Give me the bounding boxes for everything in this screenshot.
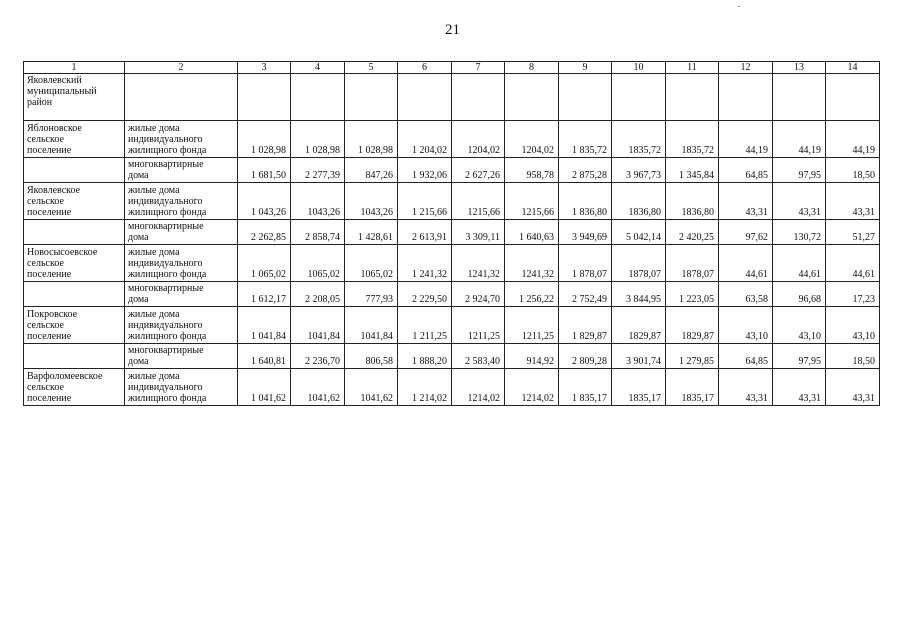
settlement-name: Новосысоевское сельское поселение [24, 245, 125, 282]
value-cell: 1 043,26 [238, 183, 291, 220]
tariff-table [23, 61, 880, 406]
column-number-row [24, 62, 880, 74]
value-cell: 1 028,98 [345, 121, 398, 158]
value-cell: 1878,07 [666, 245, 719, 282]
table-body [24, 62, 880, 406]
value-cell: 1 612,17 [238, 282, 291, 307]
value-cell: 1043,26 [345, 183, 398, 220]
housing-type: жилые дома индивидуального жилищного фонда [125, 183, 238, 220]
value-cell: 18,50 [826, 344, 880, 369]
value-cell: 1835,17 [612, 369, 666, 406]
table-row [24, 307, 880, 344]
column-number: 8 [505, 62, 559, 74]
value-cell: 1 279,85 [666, 344, 719, 369]
value-cell: 1041,62 [345, 369, 398, 406]
value-cell: 1835,17 [666, 369, 719, 406]
value-cell: 96,68 [773, 282, 826, 307]
value-cell: 1204,02 [505, 121, 559, 158]
housing-type: жилые дома индивидуального жилищного фонда [125, 307, 238, 344]
value-cell: 1 829,87 [559, 307, 612, 344]
column-number: 6 [398, 62, 452, 74]
value-cell: 1 041,62 [238, 369, 291, 406]
value-cell: 64,85 [719, 344, 773, 369]
district-name: Яковлевский муниципальный район [24, 74, 125, 121]
value-cell: 2 875,28 [559, 158, 612, 183]
value-cell: 18,50 [826, 158, 880, 183]
table-row [24, 282, 880, 307]
column-number: 9 [559, 62, 612, 74]
column-number: 11 [666, 62, 719, 74]
value-cell: 5 042,14 [612, 220, 666, 245]
table-row [24, 183, 880, 220]
value-cell: 1211,25 [505, 307, 559, 344]
table-row [24, 245, 880, 282]
value-cell: 43,10 [773, 307, 826, 344]
value-cell: 1 256,22 [505, 282, 559, 307]
value-cell: 1214,02 [505, 369, 559, 406]
housing-type: многоквартирные дома [125, 282, 238, 307]
value-cell: 3 901,74 [612, 344, 666, 369]
value-cell: 1 241,32 [398, 245, 452, 282]
value-cell: 1829,87 [612, 307, 666, 344]
value-cell: 2 208,05 [291, 282, 345, 307]
value-cell: 3 967,73 [612, 158, 666, 183]
settlement-name-empty [24, 344, 125, 369]
value-cell: 1065,02 [345, 245, 398, 282]
value-cell: 3 309,11 [452, 220, 505, 245]
value-cell: 44,19 [773, 121, 826, 158]
value-cell: 1 878,07 [559, 245, 612, 282]
settlement-name: Покровское сельское поселение [24, 307, 125, 344]
value-cell: 1835,72 [666, 121, 719, 158]
housing-type: многоквартирные дома [125, 344, 238, 369]
housing-type: жилые дома индивидуального жилищного фонда [125, 121, 238, 158]
value-cell: 43,31 [773, 183, 826, 220]
value-cell: 44,61 [719, 245, 773, 282]
value-cell: 1043,26 [291, 183, 345, 220]
value-cell: 958,78 [505, 158, 559, 183]
value-cell: 2 924,70 [452, 282, 505, 307]
value-cell: 43,10 [826, 307, 880, 344]
value-cell: 97,62 [719, 220, 773, 245]
value-cell: 1 211,25 [398, 307, 452, 344]
column-number: 10 [612, 62, 666, 74]
value-cell: 914,92 [505, 344, 559, 369]
value-cell: 1 065,02 [238, 245, 291, 282]
value-cell: 3 949,69 [559, 220, 612, 245]
scan-speck [738, 6, 740, 7]
value-cell: 130,72 [773, 220, 826, 245]
value-cell: 1215,66 [505, 183, 559, 220]
settlement-name-empty [24, 158, 125, 183]
column-number: 13 [773, 62, 826, 74]
value-cell: 1 204,02 [398, 121, 452, 158]
value-cell: 2 420,25 [666, 220, 719, 245]
value-cell: 1 214,02 [398, 369, 452, 406]
value-cell: 1 836,80 [559, 183, 612, 220]
value-cell: 1 640,81 [238, 344, 291, 369]
value-cell: 97,95 [773, 158, 826, 183]
value-cell: 1 428,61 [345, 220, 398, 245]
column-number: 2 [125, 62, 238, 74]
table-row [24, 158, 880, 183]
value-cell: 1241,32 [452, 245, 505, 282]
value-cell: 44,61 [826, 245, 880, 282]
value-cell: 43,31 [773, 369, 826, 406]
housing-type: жилые дома индивидуального жилищного фонда [125, 245, 238, 282]
column-number: 4 [291, 62, 345, 74]
value-cell: 1 932,06 [398, 158, 452, 183]
value-cell: 17,23 [826, 282, 880, 307]
column-number: 12 [719, 62, 773, 74]
value-cell: 3 844,95 [612, 282, 666, 307]
value-cell: 1 028,98 [238, 121, 291, 158]
value-cell: 1 681,50 [238, 158, 291, 183]
value-cell: 1041,62 [291, 369, 345, 406]
settlement-name: Варфоломеевское сельское поселение [24, 369, 125, 406]
value-cell: 1836,80 [612, 183, 666, 220]
value-cell: 64,85 [719, 158, 773, 183]
value-cell: 1 640,63 [505, 220, 559, 245]
column-number: 7 [452, 62, 505, 74]
value-cell: 1 835,72 [559, 121, 612, 158]
value-cell: 1835,72 [612, 121, 666, 158]
value-cell: 1041,84 [291, 307, 345, 344]
column-number: 3 [238, 62, 291, 74]
column-number: 5 [345, 62, 398, 74]
value-cell: 44,61 [773, 245, 826, 282]
value-cell: 97,95 [773, 344, 826, 369]
value-cell: 44,19 [826, 121, 880, 158]
value-cell: 1211,25 [452, 307, 505, 344]
settlement-name-empty [24, 220, 125, 245]
value-cell: 2 583,40 [452, 344, 505, 369]
value-cell: 2 236,70 [291, 344, 345, 369]
value-cell: 2 809,28 [559, 344, 612, 369]
value-cell: 43,31 [826, 369, 880, 406]
value-cell: 1 215,66 [398, 183, 452, 220]
value-cell: 43,10 [719, 307, 773, 344]
value-cell: 2 277,39 [291, 158, 345, 183]
value-cell: 2 229,50 [398, 282, 452, 307]
column-number: 1 [24, 62, 125, 74]
housing-type: многоквартирные дома [125, 220, 238, 245]
value-cell: 51,27 [826, 220, 880, 245]
value-cell: 2 627,26 [452, 158, 505, 183]
value-cell: 1041,84 [345, 307, 398, 344]
value-cell: 847,26 [345, 158, 398, 183]
value-cell: 1214,02 [452, 369, 505, 406]
table-row [24, 344, 880, 369]
value-cell: 43,31 [826, 183, 880, 220]
district-row [24, 74, 880, 121]
value-cell: 777,93 [345, 282, 398, 307]
value-cell: 1215,66 [452, 183, 505, 220]
value-cell: 1 041,84 [238, 307, 291, 344]
table-row [24, 121, 880, 158]
settlement-name: Яблоновское сельское поселение [24, 121, 125, 158]
value-cell: 2 262,85 [238, 220, 291, 245]
value-cell: 2 613,91 [398, 220, 452, 245]
value-cell: 1204,02 [452, 121, 505, 158]
value-cell: 43,31 [719, 183, 773, 220]
value-cell: 43,31 [719, 369, 773, 406]
housing-type: многоквартирные дома [125, 158, 238, 183]
value-cell: 1 028,98 [291, 121, 345, 158]
value-cell: 806,58 [345, 344, 398, 369]
value-cell: 1 835,17 [559, 369, 612, 406]
value-cell: 1065,02 [291, 245, 345, 282]
value-cell: 63,58 [719, 282, 773, 307]
housing-type: жилые дома индивидуального жилищного фонда [125, 369, 238, 406]
value-cell: 1241,32 [505, 245, 559, 282]
value-cell: 1878,07 [612, 245, 666, 282]
value-cell: 1 223,05 [666, 282, 719, 307]
table-row [24, 220, 880, 245]
value-cell: 44,19 [719, 121, 773, 158]
value-cell: 2 858,74 [291, 220, 345, 245]
value-cell: 1 345,84 [666, 158, 719, 183]
settlement-name-empty [24, 282, 125, 307]
value-cell: 2 752,49 [559, 282, 612, 307]
value-cell: 1829,87 [666, 307, 719, 344]
value-cell: 1 888,20 [398, 344, 452, 369]
settlement-name: Яковлевское сельское поселение [24, 183, 125, 220]
table-row [24, 369, 880, 406]
value-cell: 1836,80 [666, 183, 719, 220]
column-number: 14 [826, 62, 880, 74]
page-number: 21 [445, 22, 460, 38]
